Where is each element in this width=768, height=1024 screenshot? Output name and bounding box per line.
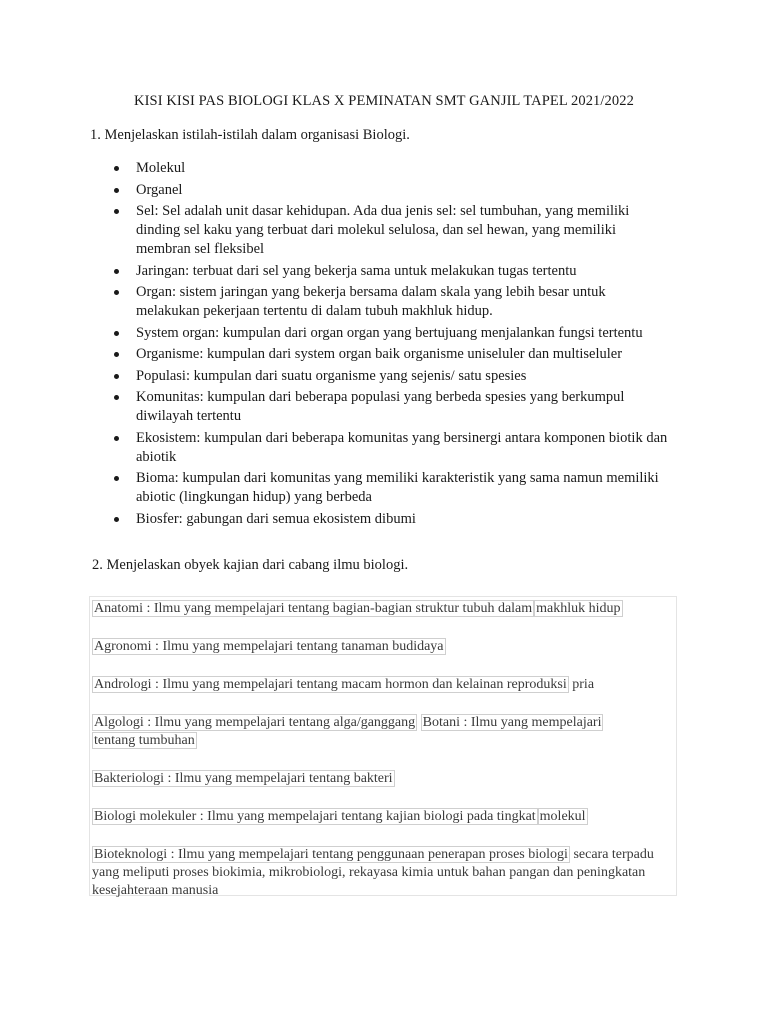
list-item: System organ: kumpulan dari organ organ yang bertujuang menjalankan fungsi tertentu [112,324,672,343]
definition-agronomi [92,638,674,656]
definition-fragment: Bakteriologi : Ilmu yang mempelajari tentang bakteri [94,771,393,786]
definition-fragment: Bioteknologi : Ilmu yang mempelajari tentang penggunaan penerapan proses biologi [94,847,568,862]
definition-fragment: secara terpadu yang meliputi proses biokimia, mikrobiologi, rekayasa kimia untuk bahan pangan dan peningkatan kesejahteraan manusia [92,847,654,898]
section-1-heading: 1. Menjelaskan istilah-istilah dalam organisasi Biologi. [90,127,410,143]
document-title: KISI KISI PAS BIOLOGI KLAS X PEMINATAN SMT GANJIL TAPEL 2021/2022 [134,93,634,109]
list-item: Molekul [112,159,672,178]
list-item: Sel: Sel adalah unit dasar kehidupan. Ada dua jenis sel: sel tumbuhan, yang memiliki dinding sel kaku yang terbuat dari molekul selulosa, dan sel hewan, yang memiliki membran sel fleksibel [112,202,672,259]
list-item: Bioma: kumpulan dari komunitas yang memiliki karakteristik yang sama namun memiliki abiotic (lingkungan hidup) yang berbeda [112,469,672,507]
definitions-box [89,596,677,896]
section-2-heading: 2. Menjelaskan obyek kajian dari cabang ilmu biologi. [92,557,409,573]
list-item: Jaringan: terbuat dari sel yang bekerja sama untuk melakukan tugas tertentu [112,262,672,281]
definition-fragment: Anatomi : Ilmu yang mempelajari tentang bagian-bagian struktur tubuh dalam [94,601,533,616]
list-item: Organ: sistem jaringan yang bekerja bersama dalam skala yang lebih besar untuk melakukan pekerjaan tertentu di dalam tubuh makhluk hidup. [112,283,672,321]
definition-fragment: tentang tumbuhan [94,733,195,748]
list-item: Organisme: kumpulan dari system organ baik organisme uniseluler dan multiseluler [112,345,672,364]
definition-fragment: Botani : Ilmu yang mempelajari [422,715,602,730]
bullet-list [112,159,672,531]
definition-fragment: Algologi : Ilmu yang mempelajari tentang alga/ganggang [94,715,416,730]
list-item: Biosfer: gabungan dari semua ekosistem dibumi [112,510,672,529]
definition-fragment: Biologi molekuler : Ilmu yang mempelajari tentang kajian biologi pada tingkat [94,809,536,824]
list-item: Organel [112,181,672,200]
definition-bioteknologi [92,846,674,900]
list-item: Populasi: kumpulan dari suatu organisme yang sejenis/ satu spesies [112,367,672,386]
list-item: Ekosistem: kumpulan dari beberapa komunitas yang bersinergi antara komponen biotik dan abiotik [112,429,672,467]
definition-fragment: pria [568,677,595,692]
definition-biologi-molekuler [92,808,674,826]
definition-anatomi [92,600,674,618]
list-item: Komunitas: kumpulan dari beberapa populasi yang berbeda spesies yang berkumpul diwilayah tertentu [112,388,672,426]
definition-fragment: molekul [539,809,586,824]
definition-bakteriologi [92,770,674,788]
definition-fragment: makhluk hidup [536,601,621,616]
definition-fragment: Andrologi : Ilmu yang mempelajari tentang macam hormon dan kelainan reproduksi [94,677,567,692]
definition-fragment: Agronomi : Ilmu yang mempelajari tentang tanaman budidaya [94,639,444,654]
definition-andrologi [92,676,674,694]
definition-algologi-botani [92,714,674,750]
